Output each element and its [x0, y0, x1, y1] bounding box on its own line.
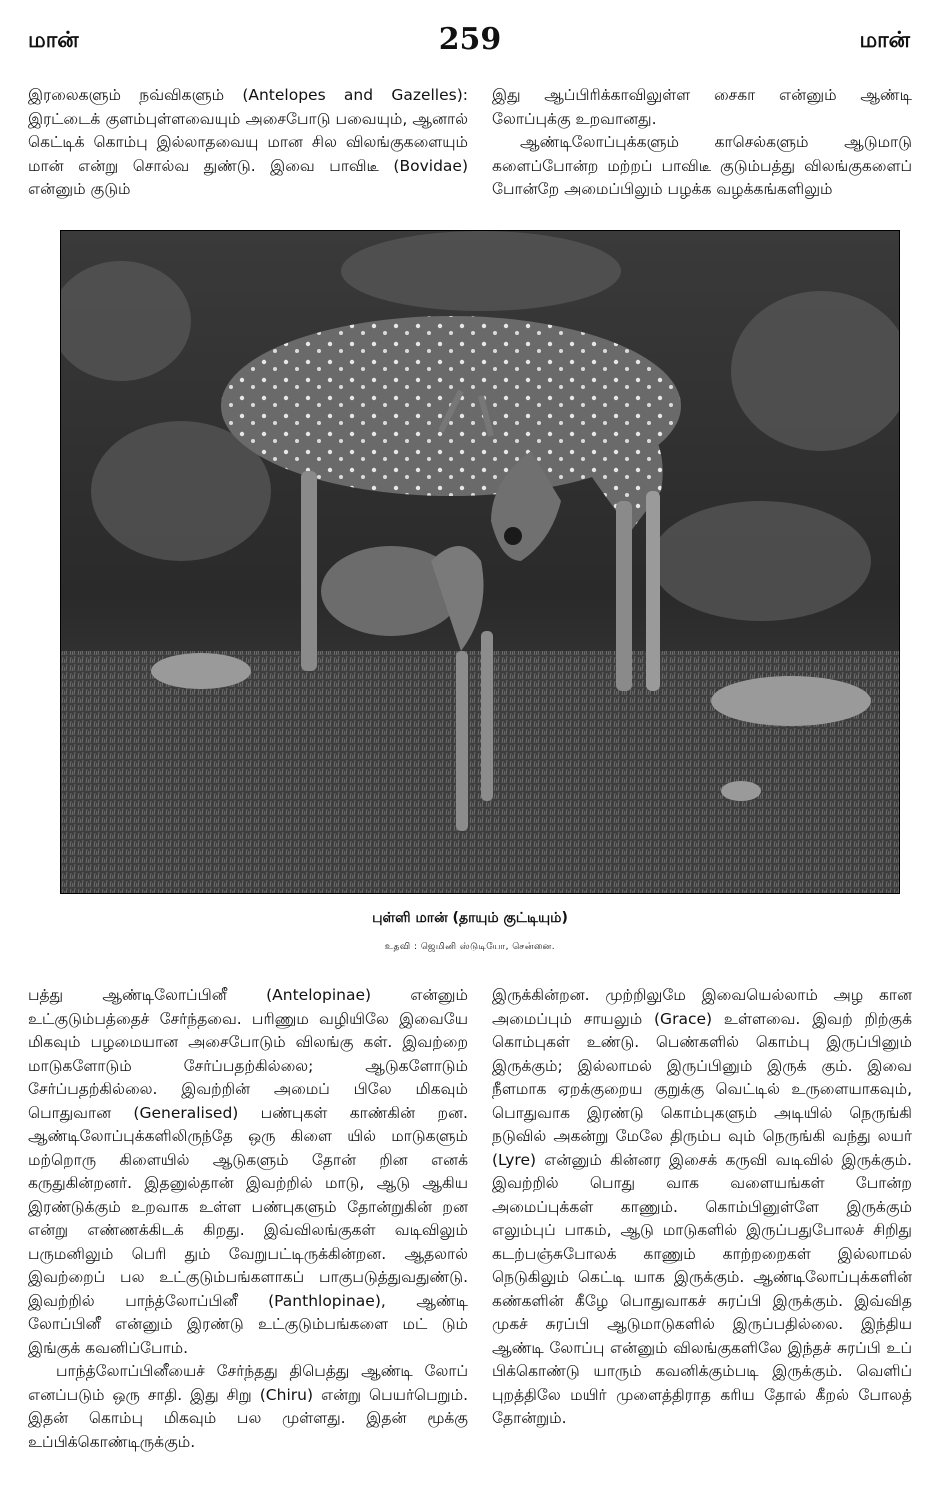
running-header-left: மான்	[28, 28, 79, 53]
figure-credit: உதவி : ஜெமினி ஸ்டுடியோ, சென்னை.	[384, 942, 556, 952]
deer-illustration	[61, 231, 899, 893]
spotted-deer-photo	[60, 230, 900, 894]
paragraph: இரலைகளும் நவ்விகளும் (Antelopes and Gazelles): இரட்டைக் குளம்புள்ளவையும் அசைபோடு பவையும், ஆனால் கெட்டிக் கொம்பு இல்லாதவையு மான சில விலங்குகளையும் மான் என்று சொல்வ துண்டு. இவை பாவிடீ (Bovidae) என்னும் குடும்	[28, 86, 468, 198]
paragraph: பாந்த்லோப்பினீயைச் சேர்ந்தது திபெத்து ஆண்டி லோப் எனப்படும் ஒரு சாதி. இது சிறு (Chiru) என்று பெயர்பெறும். இதன் கொம்பு மிகவும் பல முள்ளது. இதன் மூக்கு உப்பிக்கொண்டிருக்கும்.	[28, 1362, 468, 1451]
paragraph: ஆண்டிலோப்புக்களும் காசெல்களும் ஆடுமாடு களைப்போன்ற மற்றப் பாவிடீ குடும்பத்து விலங்குகளைப் போன்றே அமைப்பிலும் பழக்க வழக்கங்களிலும்	[492, 133, 912, 198]
bottom-left-column	[28, 984, 468, 1454]
figure-caption: புள்ளி மான் (தாயும் குட்டியும்)	[372, 910, 568, 926]
bottom-right-column	[492, 984, 912, 1431]
top-right-column	[492, 84, 912, 202]
top-left-column	[28, 84, 468, 202]
paragraph: இது ஆப்பிரிக்காவிலுள்ள சைகா என்னும் ஆண்டி லோப்புக்கு உறவானது.	[492, 86, 912, 128]
page-number: 259	[438, 22, 502, 57]
paragraph: இருக்கின்றன. முற்றிலுமே இவையெல்லாம் அழ கான அமைப்பும் சாயலும் (Grace) உள்ளவை. இவற் றிற்குக் கொம்புகள் உண்டு. பெண்களில் கொம்பு இருப்பினும் இருக்கும்; இல்லாமல் இருப்பினும் இருக் கும். இவை நீளமாக ஏறக்குறைய குறுக்கு வெட்டில் உருளையாகவும், பொதுவாக இரண்டு கொம்புகளும் அடியில் நெருங்கி நடுவில் அகன்று மேலே திரும்ப வும் நெருங்கி வந்து லயர் (Lyre) என்னும் கின்னர இசைக் கருவி வடிவில் இருக்கும். இவற்றில் பொது வாக வளையங்கள் போன்ற அமைப்புக்கள் காணும். கொம்பினுள்ளே இருக்கும் எலும்புப் பாகம், ஆடு மாடுகளில் இருப்பதுபோலச் சிறிது கடற்பஞ்சுபோலக் காணும் காற்றறைகள் இல்லாமல் நெடுகிலும் கெட்டி யாக இருக்கும். ஆண்டிலோப்புக்களின் கண்களின் கீழே பொதுவாகச் சுரப்பி இருக்கும். இவ்வித முகச் சுரப்பி ஆடுமாடுகளில் இருப்பதில்லை. இந்திய ஆண்டி லோப்பு என்னும் விலங்குகளிலே இந்தச் சுரப்பி உப் பிக்கொண்டு யாரும் கவனிக்கும்படி இருக்கும். வெளிப் புறத்திலே மயிர் முளைத்திராத கரிய தோல் கீறல் போலத் தோன்றும்.	[492, 986, 912, 1427]
running-header-right: மான்	[859, 28, 910, 53]
paragraph: பத்து ஆண்டிலோப்பினீ (Antelopinae) என்னும் உட்குடும்பத்தைச் சேர்ந்தவை. பரிணும வழியிலே இவையே மிகவும் பழமையான அசைபோடும் விலங்கு கள். இவற்றை மாடுகளோடும் சேர்ப்பதற்கில்லை; ஆடுகளோடும் சேர்ப்பதற்கில்லை. இவற்றின் அமைப் பிலே மிகவும் பொதுவான (Generalised) பண்புகள் காண்கின் றன. ஆண்டிலோப்புக்களிலிருந்தே ஒரு கிளை யில் மாடுகளும் மற்றொரு கிளையில் ஆடுகளும் தோன் றின எனக் கருதுகின்றனர். இதனுல்தான் இவற்றில் மாடு, ஆடு ஆகிய இரண்டுக்கும் உறவாக உள்ள பண்புகளும் தோன்றுகின் றன என்று எண்ணக்கிடக் கிறது. இவ்விலங்குகள் வடிவிலும் பருமனிலும் பெரி தும் வேறுபட்டிருக்கின்றன. ஆதலால் இவற்றைப் பல உட்குடும்பங்களாகப் பாகுபடுத்துவதுண்டு. இவற்றில் பாந்த்லோப்பினீ (Panthlopinae), ஆண்டி லோப்பினீ என்னும் இரண்டு உட்குடும்பங்களை மட் டும் இங்குக் கவனிப்போம்.	[28, 986, 468, 1357]
